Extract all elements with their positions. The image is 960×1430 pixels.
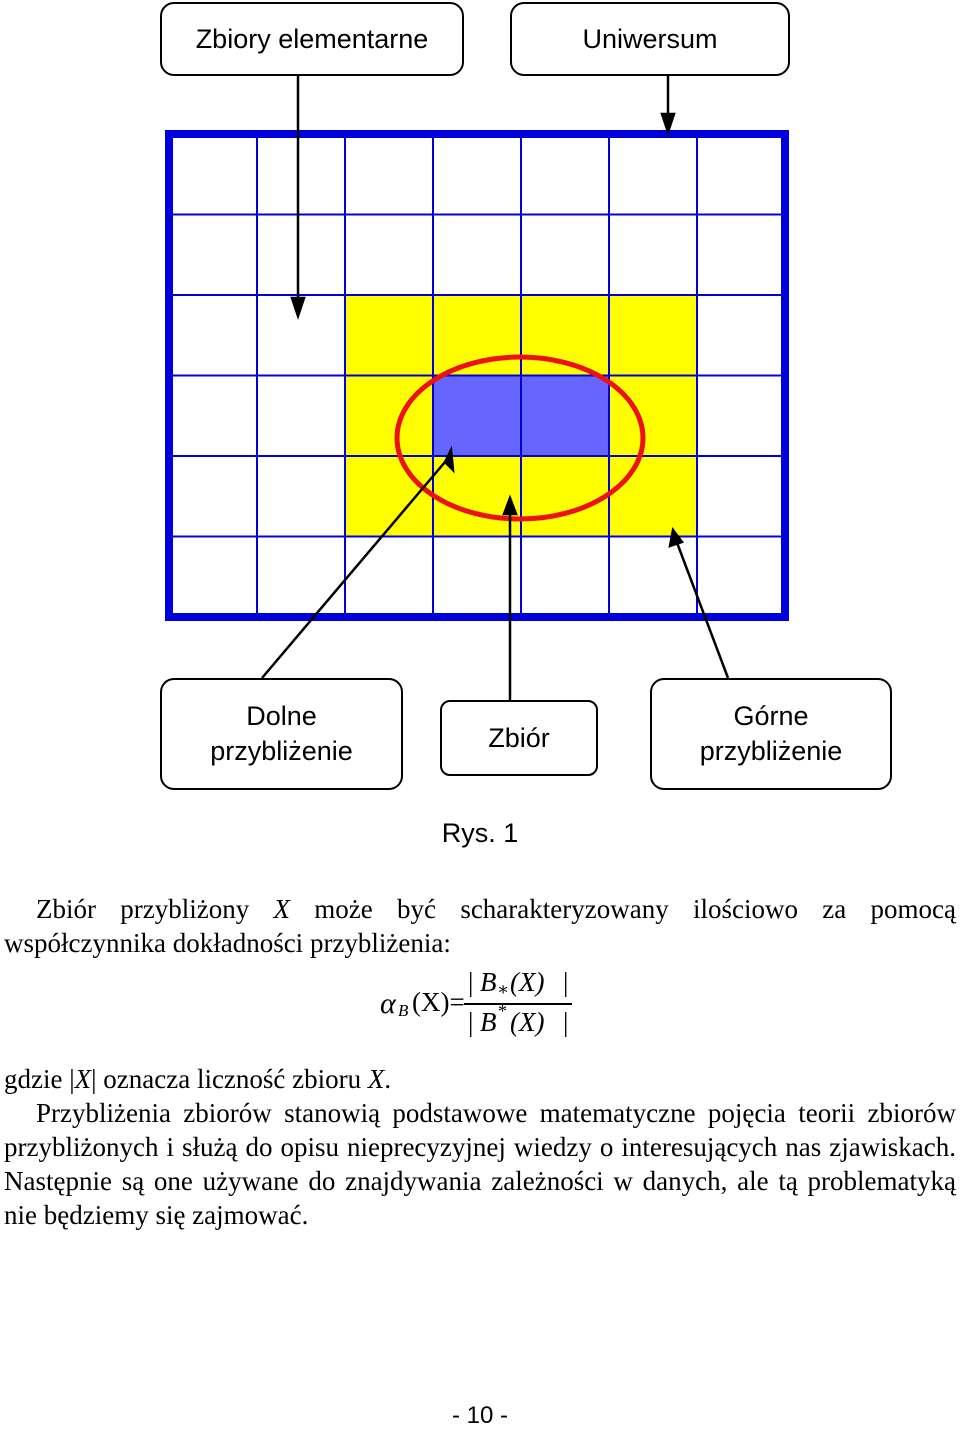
universe-grid <box>169 134 785 617</box>
set-label: Zbiór <box>488 722 550 753</box>
elementary-sets-box <box>160 2 464 76</box>
universe-label: Uniwersum <box>582 23 718 54</box>
upper-approximation-label-2: przybliżenie <box>699 736 843 766</box>
approximations-paragraph <box>4 1096 956 1232</box>
formula-numerator-arg: (X) <box>510 967 545 997</box>
accuracy-formula <box>380 965 580 1045</box>
set-box <box>440 700 598 776</box>
figure-caption: Rys. 1 <box>441 818 519 848</box>
formula-numerator-sub: ∗ <box>497 979 510 999</box>
approximations-text: Przybliżenia zbiorów stanowią podstawowe matematyczne pojęcia teorii zbiorów przybliżonych i służą do opisu nieprecyzyjnej wiedzy o interesujących nas zjawiskach. Następnie są one używane do znajdywania zależności w danych, ale tą problematyką nie będziemy się zajmować. <box>4 1098 956 1230</box>
intro-text-2: może być scharakteryzowany ilościowo za pomocą współczynnika dokładności przybliżenia: <box>4 894 956 958</box>
upper-approximation-box <box>650 678 892 790</box>
intro-first-line <box>4 892 956 960</box>
intro-variable: X <box>273 894 291 924</box>
formula-subscript: B <box>398 1001 409 1020</box>
formula-numerator-bar-right: | <box>563 967 569 997</box>
formula-denominator-bar-right: | <box>563 1007 569 1037</box>
where-variable: X <box>74 1064 92 1094</box>
lower-approximation-label-2: przybliżenie <box>210 736 353 766</box>
lower-approximation-box <box>160 678 403 790</box>
arrowhead-icon <box>292 298 304 316</box>
elementary-sets-label: Zbiory elementarne <box>195 23 429 54</box>
formula-denominator-bar-left: | <box>468 1007 474 1037</box>
formula-numerator: B <box>480 967 497 997</box>
formula-denominator-arg: (X) <box>510 1007 545 1037</box>
formula-alpha: α <box>380 987 396 1020</box>
formula-denominator-sup: * <box>498 1001 507 1021</box>
upper-approximation-label-1: Górne <box>733 701 809 731</box>
where-end: . <box>384 1064 392 1094</box>
arrow-upper-approximation <box>676 540 728 678</box>
arrowhead-icon <box>662 114 674 132</box>
fraction-bar <box>464 1003 572 1005</box>
formula-lhs-arg: (X)= <box>412 987 465 1017</box>
intro-text-1: Zbiór przybliżony <box>36 894 274 924</box>
lower-approximation-label-1: Dolne <box>246 701 317 731</box>
where-line <box>4 1062 956 1096</box>
where-text-1: gdzie | <box>4 1064 75 1094</box>
universe-box <box>510 2 790 76</box>
where-text-2: | oznacza liczność zbioru <box>91 1064 368 1094</box>
formula-numerator-bar-left: | <box>468 967 474 997</box>
where-variable-2: X <box>367 1064 385 1094</box>
formula-denominator: B <box>480 1007 497 1037</box>
page-number: - 10 - <box>451 1402 508 1429</box>
intro-paragraph <box>4 892 956 960</box>
